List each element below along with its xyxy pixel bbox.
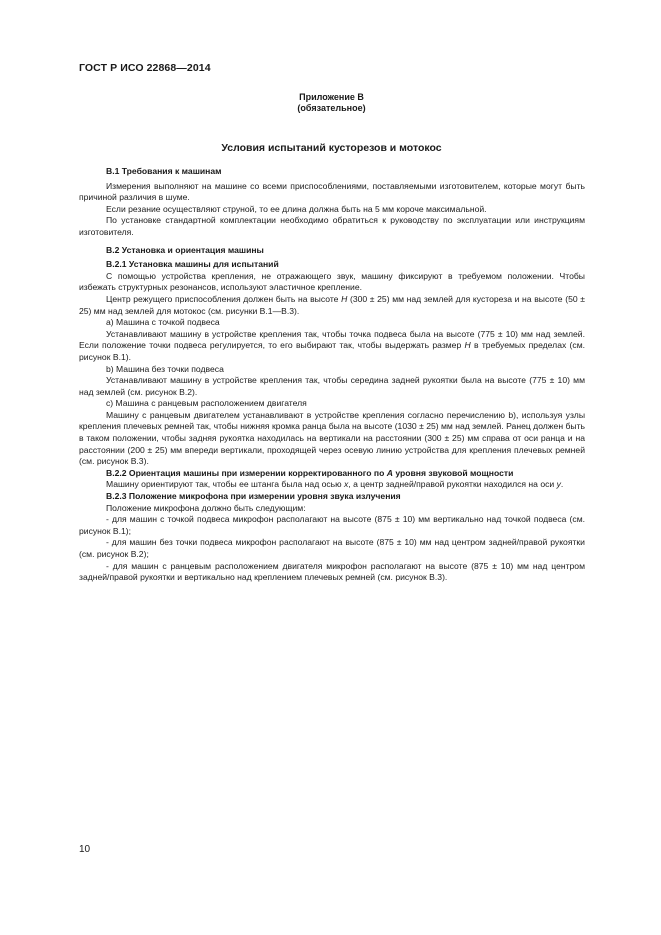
paragraph: По установке стандартной комплектации необходимо обратиться к руководству по эксплуатации или инструкциям изготовителя. xyxy=(79,215,585,237)
list-item: - для машин с ранцевым расположением двигателя микрофон располагают на высоте (875 ± 10) мм над центром задней/правой рукоятки и вертикально над креплением плечевых ремней (см. рисунок В.3). xyxy=(79,560,585,583)
list-item: - для машин с точкой подвеса микрофон располагают на высоте (875 ± 10) мм вертикально над точкой подвеса (см. рисунок В.1); xyxy=(79,514,585,536)
document-body xyxy=(79,166,585,584)
page-number: 10 xyxy=(79,844,91,855)
main-title: Условия испытаний кусторезов и мотокос xyxy=(221,142,442,154)
document-code: ГОСТ Р ИСО 22868—2014 xyxy=(79,62,211,74)
paragraph: Устанавливают машину в устройстве крепления так, чтобы точка подвеса была на высоте (775 ± 10) мм над землей. Если положение точки подвеса регулируется, то его выбирают так, чтобы выдержать размер H в требуемых пределах (см. рисунок В.1). xyxy=(79,328,586,362)
annex-status: (обязательное) xyxy=(297,103,366,113)
subsection-heading-b22: В.2.2 Ориентация машины при измерении корректированного по А уровня звуковой мощности xyxy=(106,467,514,478)
paragraph: Машину с ранцевым двигателем устанавливают в устройстве крепления согласно перечислению b), используя узлы крепления плечевых ремней так, чтобы нижняя кромка ранца была на высоте (1030 ± 25) мм над землей. Ранец должен быть в таком положении, чтобы задняя рукоятка находилась на вертикали на расстоянии (300 ± 25) мм справа от оси ранца и на расстоянии (200 ± 25) мм впереди вертикали, проходящей через осевую линию устройства для крепления плечевых ремней (см. рисунок В.3). xyxy=(79,409,585,467)
list-item: - для машин без точки подвеса микрофон располагают на высоте (875 ± 10) мм над центром задней/правой рукоятки (см. рисунок В.2); xyxy=(79,537,585,559)
paragraph: С помощью устройства крепления, не отражающего звук, машину фиксируют в требуемом положении. Чтобы избежать структурных резонансов, используют эластичное крепление. xyxy=(79,270,585,293)
paragraph: Устанавливают машину в устройстве крепления так, чтобы середина задней рукоятки была на высоте (775 ± 10) мм над землей (см. рисунок В.2). xyxy=(79,375,585,397)
section-heading-b2: В.2 Установка и ориентация машины xyxy=(106,244,264,255)
paragraph: Измерения выполняют на машине со всеми приспособлениями, поставляемыми изготовителем, которые могут быть причиной различия в шуме. xyxy=(79,180,585,203)
paragraph: Машину ориентируют так, чтобы ее штанга была над осью x, а центр задней/правой рукоятки находился на оси y. xyxy=(106,479,564,490)
list-item-b: b) Машина без точки подвеса xyxy=(106,363,224,374)
subsection-heading-b23: В.2.3 Положение микрофона при измерении уровня звука излучения xyxy=(106,491,401,502)
paragraph: Если резание осуществляют струной, то ее длина должна быть на 5 мм короче максимальной. xyxy=(106,203,487,214)
annex-title: Приложение В xyxy=(299,92,364,102)
list-item-a: a) Машина с точкой подвеса xyxy=(106,317,220,328)
paragraph: Положение микрофона должно быть следующим: xyxy=(106,502,306,513)
list-item-c: c) Машина с ранцевым расположением двигателя xyxy=(106,398,307,409)
section-heading-b1: В.1 Требования к машинам xyxy=(106,166,222,176)
paragraph: Центр режущего приспособления должен быть на высоте H (300 ± 25) мм над землей для кустореза и на высоте (50 ± 25) мм над землей для мотокос (см. рисунки В.1—В.3). xyxy=(79,293,585,316)
subsection-heading-b21: В.2.1 Установка машины для испытаний xyxy=(106,259,279,270)
